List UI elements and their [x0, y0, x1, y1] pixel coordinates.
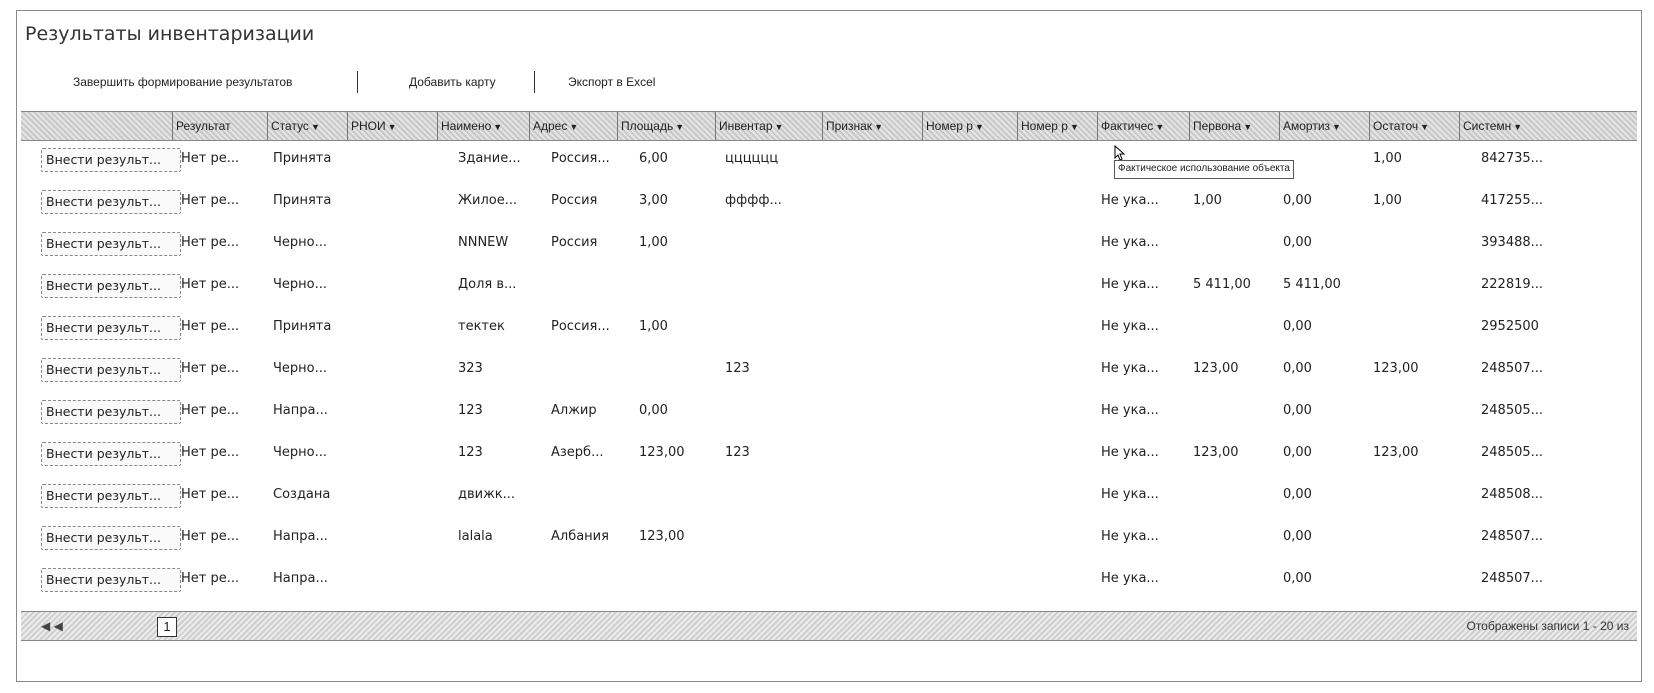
cell-system-id: 393488...	[1481, 235, 1544, 250]
cell-residual: 1,00	[1373, 193, 1402, 208]
window-title: Результаты инвентаризации	[25, 23, 315, 45]
cell-area: 1,00	[639, 235, 668, 250]
column-header-actual-use[interactable]	[1098, 112, 1190, 140]
column-header-attribute[interactable]	[823, 112, 923, 140]
enter-result-button[interactable]: Внести результ...	[41, 232, 181, 256]
cell-name: тектек	[458, 319, 505, 334]
cell-name: Здание...	[458, 151, 521, 166]
column-header-label: Площадь	[621, 119, 674, 133]
cell-area: 123,00	[639, 445, 685, 460]
cell-actual-use: Не ука...	[1101, 529, 1159, 544]
cell-status: Черно...	[273, 277, 328, 292]
column-header-label: Адрес	[533, 119, 568, 133]
cell-amortization: 0,00	[1283, 319, 1312, 334]
cell-amortization: 0,00	[1283, 403, 1312, 418]
pager-prev-icon[interactable]: ◀ ◀	[41, 619, 63, 633]
table-row[interactable]	[21, 143, 1637, 177]
enter-result-button[interactable]: Внести результ...	[41, 358, 181, 382]
cell-result: Нет ре...	[181, 403, 240, 418]
cell-name: NNNEW	[458, 235, 509, 250]
filter-icon[interactable]: ▼	[1513, 122, 1523, 132]
cell-system-id: 2952500	[1481, 319, 1539, 334]
column-header-label: Остаточ	[1373, 119, 1419, 133]
cell-address: Россия	[551, 193, 598, 208]
column-header-label: Признак	[826, 119, 873, 133]
records-count: Отображены записи 1 - 20 из	[1466, 619, 1629, 633]
table-row[interactable]	[21, 311, 1637, 345]
cell-actual-use: Не ука...	[1101, 319, 1159, 334]
enter-result-button[interactable]: Внести результ...	[41, 274, 181, 298]
cell-name: 123	[458, 403, 483, 418]
cell-status: Черно...	[273, 361, 328, 376]
cell-result: Нет ре...	[181, 445, 240, 460]
cell-name: lalala	[458, 529, 493, 544]
column-header-label: Системн	[1463, 119, 1512, 133]
cell-actual-use: Не ука...	[1101, 235, 1159, 250]
column-header-number-1[interactable]	[923, 112, 1018, 140]
toolbar	[17, 69, 1641, 95]
cell-status: Напра...	[273, 529, 328, 544]
cell-system-id: 248507...	[1481, 571, 1544, 586]
filter-icon[interactable]: ▼	[974, 122, 984, 132]
table-row[interactable]	[21, 269, 1637, 303]
mouse-cursor-icon	[1114, 145, 1128, 161]
column-header-amortization[interactable]	[1280, 112, 1370, 140]
filter-icon[interactable]: ▼	[774, 122, 784, 132]
cell-status: Принята	[273, 151, 332, 166]
cell-actual-use: Не ука...	[1101, 193, 1159, 208]
cell-system-id: 842735...	[1481, 151, 1544, 166]
cell-name: Доля в...	[458, 277, 517, 292]
cell-actual-use: Не ука...	[1101, 445, 1159, 460]
table-row[interactable]	[21, 227, 1637, 261]
filter-icon[interactable]: ▼	[1243, 122, 1253, 132]
table-row[interactable]	[21, 521, 1637, 555]
grid-body	[21, 143, 1637, 643]
enter-result-button[interactable]: Внести результ...	[41, 442, 181, 466]
filter-icon[interactable]: ▼	[1069, 122, 1079, 132]
table-row[interactable]	[21, 437, 1637, 471]
cell-initial-cost: 123,00	[1193, 445, 1239, 460]
toolbar-separator	[534, 71, 535, 93]
cell-system-id: 248505...	[1481, 403, 1544, 418]
enter-result-button[interactable]: Внести результ...	[41, 526, 181, 550]
finish-results-button[interactable]: Завершить формирование результатов	[73, 75, 293, 89]
column-header-label: Наимено	[441, 119, 492, 133]
filter-icon[interactable]: ▼	[1332, 122, 1341, 132]
column-header-label: Статус	[271, 119, 309, 133]
filter-icon[interactable]: ▼	[387, 122, 397, 132]
cell-address: Россия...	[551, 319, 610, 334]
filter-icon[interactable]: ▼	[1420, 122, 1430, 132]
cell-amortization: 0,00	[1283, 235, 1312, 250]
filter-icon[interactable]: ▼	[569, 122, 579, 132]
cell-result: Нет ре...	[181, 319, 240, 334]
cell-name: Жилое...	[458, 193, 518, 208]
filter-icon[interactable]: ▼	[675, 122, 685, 132]
column-header-inventory[interactable]	[716, 112, 823, 140]
table-row[interactable]	[21, 479, 1637, 513]
cell-amortization: 0,00	[1283, 487, 1312, 502]
add-card-button[interactable]: Добавить карту	[409, 75, 496, 89]
column-header-area[interactable]	[618, 112, 716, 140]
column-header-result[interactable]	[173, 112, 268, 140]
current-page-input[interactable]: 1	[157, 617, 177, 637]
cell-actual-use: Не ука...	[1101, 403, 1159, 418]
cell-actual-use: Не ука...	[1101, 277, 1159, 292]
cell-result: Нет ре...	[181, 571, 240, 586]
cell-system-id: 417255...	[1481, 193, 1544, 208]
cell-result: Нет ре...	[181, 277, 240, 292]
cell-area: 1,00	[639, 319, 668, 334]
cell-address: Россия...	[551, 151, 610, 166]
column-header-label: Номер р	[926, 119, 973, 133]
column-header-system[interactable]	[1460, 112, 1637, 140]
cell-result: Нет ре...	[181, 193, 240, 208]
cell-amortization: 0,00	[1283, 571, 1312, 586]
cell-amortization: 0,00	[1283, 361, 1312, 376]
cell-status: Напра...	[273, 571, 328, 586]
cell-residual: 123,00	[1373, 445, 1419, 460]
filter-icon[interactable]: ▼	[874, 122, 883, 132]
enter-result-button[interactable]: Внести результ...	[41, 316, 181, 340]
cell-status: Напра...	[273, 403, 328, 418]
column-header-rnoi[interactable]	[348, 112, 438, 140]
column-header-number-2[interactable]	[1018, 112, 1098, 140]
column-header-label: Инвентар	[719, 119, 773, 133]
cell-initial-cost: 123,00	[1193, 361, 1239, 376]
cell-result: Нет ре...	[181, 361, 240, 376]
cell-result: Нет ре...	[181, 235, 240, 250]
filter-icon[interactable]: ▼	[493, 122, 503, 132]
cell-name: 123	[458, 445, 483, 460]
filter-icon[interactable]: ▼	[1155, 122, 1165, 132]
cell-system-id: 248507...	[1481, 529, 1544, 544]
cell-inventory: 123	[725, 361, 750, 376]
cell-amortization: 5 411,00	[1283, 277, 1341, 292]
grid-footer	[21, 611, 1637, 641]
column-tooltip: Фактическое использование объекта	[1114, 160, 1294, 179]
cell-result: Нет ре...	[181, 529, 240, 544]
cell-system-id: 248505...	[1481, 445, 1544, 460]
cell-inventory: фффф...	[725, 193, 782, 208]
cell-actual-use: Не ука...	[1101, 571, 1159, 586]
cell-status: Принята	[273, 319, 332, 334]
cell-inventory: цццццц	[725, 151, 779, 166]
cell-residual: 1,00	[1373, 151, 1402, 166]
cell-amortization: 0,00	[1283, 193, 1312, 208]
column-header-select[interactable]	[21, 112, 173, 140]
enter-result-button[interactable]: Внести результ...	[41, 484, 181, 508]
table-row[interactable]	[21, 353, 1637, 387]
cell-initial-cost: 1,00	[1193, 193, 1222, 208]
enter-result-button[interactable]: Внести результ...	[41, 400, 181, 424]
column-header-status[interactable]	[268, 112, 348, 140]
cell-status: Черно...	[273, 235, 328, 250]
cell-result: Нет ре...	[181, 487, 240, 502]
cell-address: Алжир	[551, 403, 597, 418]
cell-name: 323	[458, 361, 483, 376]
cell-system-id: 222819...	[1481, 277, 1544, 292]
cell-area: 3,00	[639, 193, 668, 208]
column-header-residual[interactable]	[1370, 112, 1460, 140]
cell-area: 0,00	[639, 403, 668, 418]
toolbar-separator	[357, 71, 358, 93]
cell-actual-use: Не ука...	[1101, 487, 1159, 502]
cell-name: движк...	[458, 487, 516, 502]
column-header-label: РНОИ	[351, 119, 386, 133]
column-header-address[interactable]	[530, 112, 618, 140]
cell-status: Черно...	[273, 445, 328, 460]
enter-result-button[interactable]: Внести результ...	[41, 568, 181, 592]
cell-address: Албания	[551, 529, 609, 544]
cell-address: Азерб...	[551, 445, 604, 460]
table-row[interactable]	[21, 395, 1637, 429]
cell-amortization: 0,00	[1283, 445, 1312, 460]
cell-status: Создана	[273, 487, 331, 502]
cell-actual-use: Не ука...	[1101, 361, 1159, 376]
filter-icon[interactable]: ▼	[310, 122, 320, 132]
enter-result-button[interactable]: Внести результ...	[41, 190, 181, 214]
column-header-label: Амортиз	[1283, 119, 1331, 133]
enter-result-button[interactable]: Внести результ...	[41, 148, 181, 172]
column-header-label: Результат	[176, 119, 231, 133]
grid-header	[21, 111, 1637, 141]
inventory-results-window	[16, 10, 1642, 682]
column-header-name[interactable]	[438, 112, 530, 140]
table-row[interactable]	[21, 185, 1637, 219]
cell-status: Принята	[273, 193, 332, 208]
column-header-initial-cost[interactable]	[1190, 112, 1280, 140]
cell-area: 6,00	[639, 151, 668, 166]
cell-area: 123,00	[639, 529, 685, 544]
table-row[interactable]	[21, 563, 1637, 597]
export-excel-button[interactable]: Экспорт в Excel	[568, 75, 656, 89]
column-header-label: Номер р	[1021, 119, 1068, 133]
column-header-label: Первона	[1193, 119, 1242, 133]
column-header-label: Фактичес	[1101, 119, 1154, 133]
cell-residual: 123,00	[1373, 361, 1419, 376]
cell-system-id: 248507...	[1481, 361, 1544, 376]
cell-amortization: 0,00	[1283, 529, 1312, 544]
cell-address: Россия	[551, 235, 598, 250]
cell-inventory: 123	[725, 445, 750, 460]
cell-result: Нет ре...	[181, 151, 240, 166]
cell-initial-cost: 5 411,00	[1193, 277, 1251, 292]
cell-system-id: 248508...	[1481, 487, 1544, 502]
